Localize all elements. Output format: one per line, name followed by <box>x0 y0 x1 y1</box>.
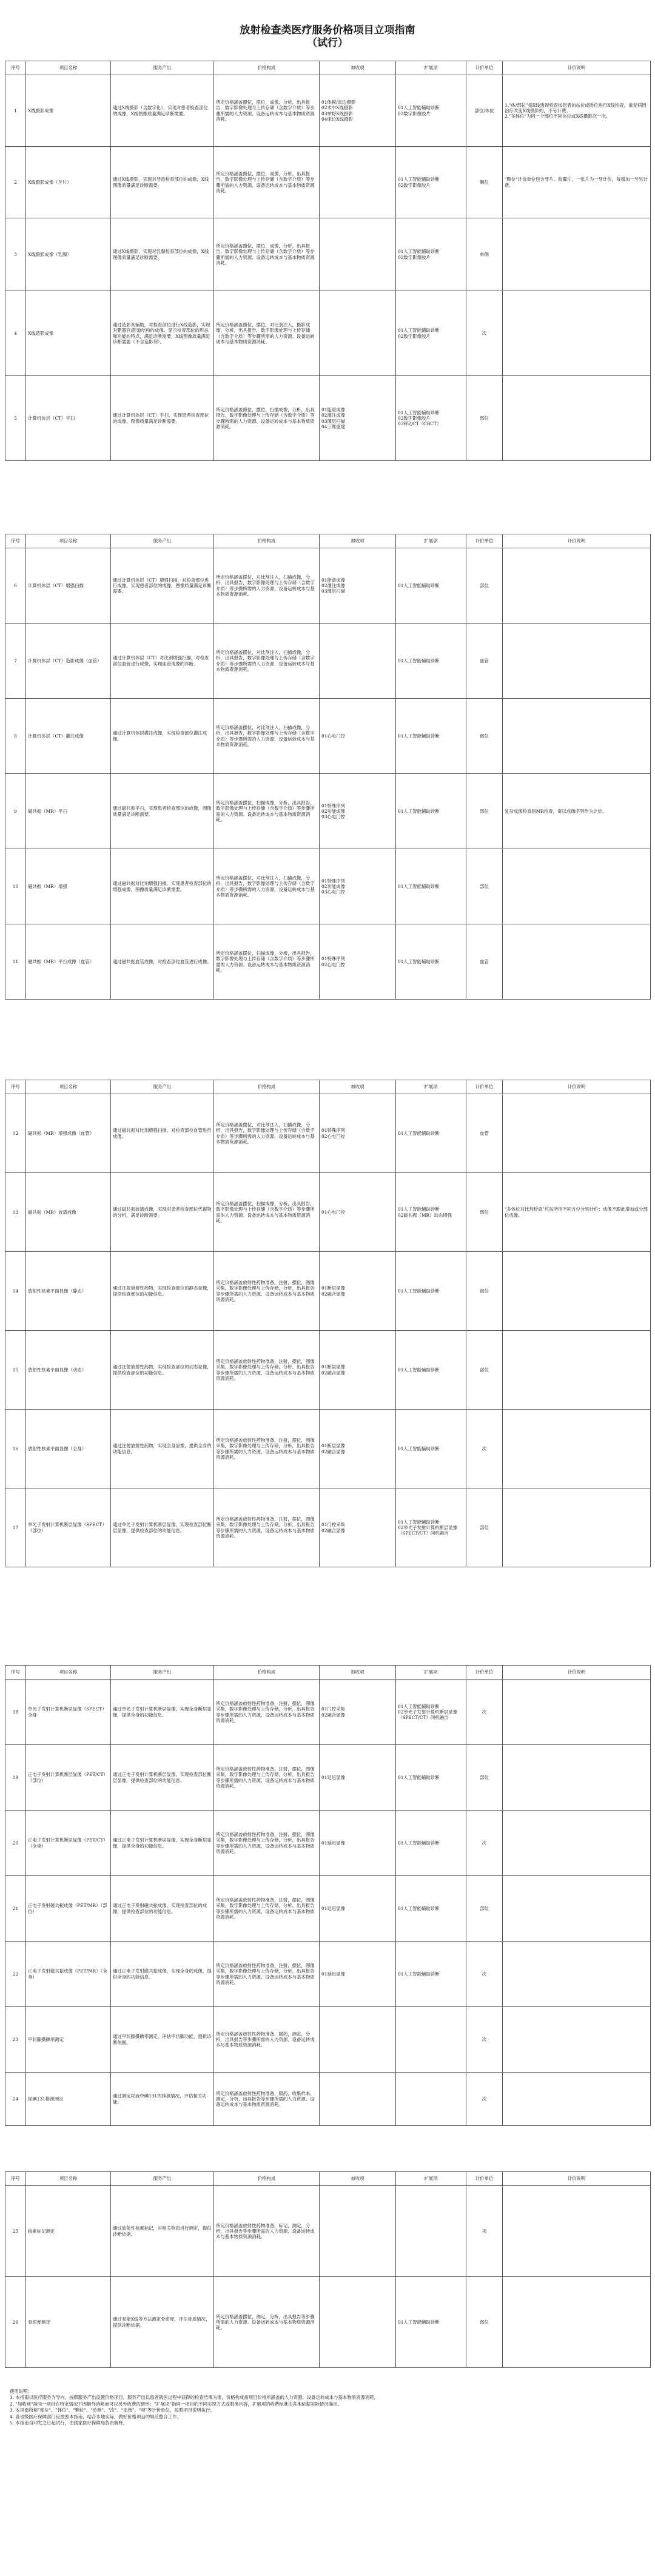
table-row <box>5 548 651 624</box>
note-line: 3. 本指南所称"部位"、"体位"、"颗位"、"单侧"、"次"、"血管"、"项"等计价单位，按照项目说明执行。 <box>10 2407 215 2413</box>
header-unit: 计价单位 <box>466 1666 503 1680</box>
price-cell: 所定价格涵盖放射性药物准备，注射，摆位，图像采集，数字影像处理与上传存储，分析，出具报告等步骤所需的人力资源、设备运转成本与基本物质资源消耗。 <box>214 1488 320 1567</box>
table-row <box>5 774 651 849</box>
header-ext: 扩展项 <box>396 1666 466 1680</box>
ext-cell: 01人工智能辅助诊断 <box>396 624 466 699</box>
unit-cell: 部位 <box>466 2277 503 2368</box>
unit-cell: 次 <box>466 291 503 376</box>
seq-cell: 12 <box>5 1094 26 1173</box>
seq-cell: 13 <box>5 1173 26 1252</box>
table-page-2 <box>5 534 650 1000</box>
header-unit: 计价单位 <box>466 534 503 548</box>
price-cell: 所定价格涵盖放射性药物准备，注射，摆位，图像采集，数字影像处理与上传存储，分析，出具报告等步骤所需的人力资源、设备运转成本与基本物质资源消耗。 <box>214 1942 320 2007</box>
unit-cell: 次 <box>466 2007 503 2073</box>
seq-cell: 26 <box>5 2277 26 2368</box>
ext-cell: 01人工智能辅助诊断 <box>396 1876 466 1942</box>
seq-cell: 17 <box>5 1488 26 1567</box>
addon-cell: 01特殊序列 02心电门控 <box>320 924 396 1000</box>
output-cell: 通过正电子发射计算机断层显像，实现全身断层显像，提供全身的功能信息。 <box>111 1811 214 1876</box>
name-cell: X线摄影成像（牙片） <box>26 147 111 218</box>
output-cell: 通过计算机体层灌注成像，实现检查部位灌注成像。 <box>111 699 214 774</box>
addon-cell: 01心电门控 <box>320 699 396 774</box>
output-cell: 通过正电子发射磁共振成像，实现检查部位的成像，提供检查部位的功能信息。 <box>111 1876 214 1942</box>
note-cell <box>503 1876 651 1942</box>
output-cell: 通过X线摄影，实现对乳腺检查部位的成像，X线图像质量满足诊断需要。 <box>111 218 214 291</box>
header-addon: 加收项 <box>320 1666 396 1680</box>
unit-cell: 血管 <box>466 1094 503 1173</box>
output-cell: 通过X线摄影（含数字化），实现对患者检查部位的成像，X线图像质量满足诊断需要。 <box>111 75 214 147</box>
name-cell: 磁共振（MR）增强成像（血管） <box>26 1094 111 1173</box>
ext-cell: 01人工智能辅助诊断 02单光子发射计算机断层显像（SPECT/CT）同机融合 <box>396 1488 466 1567</box>
ext-cell: 01人工智能辅助诊断 <box>396 774 466 849</box>
output-cell: 通过计算机体层（CT）平扫，实现患者检查部位的成像，图像质量满足诊断需要。 <box>111 376 214 461</box>
table-page-5 <box>5 2171 650 2368</box>
document-title: 放射检查类医疗服务价格项目立项指南 <box>240 24 415 36</box>
table-header-row <box>5 2172 651 2186</box>
output-cell: 通过单光子发射计算机断层显像，实现全身断层显像，提供全身的功能信息。 <box>111 1680 214 1745</box>
unit-cell: 血管 <box>466 924 503 1000</box>
note-cell <box>503 1942 651 2007</box>
output-cell: 通过单光子发射计算机断层显像，实现检查部位断层显像，提供检查部位的功能信息。 <box>111 1488 214 1567</box>
ext-cell: 01人工智能辅助诊断 <box>396 849 466 924</box>
header-addon: 加收项 <box>320 534 396 548</box>
header-price: 价格构成 <box>214 2172 320 2186</box>
header-price: 价格构成 <box>214 1666 320 1680</box>
header-unit: 计价单位 <box>466 2172 503 2186</box>
ext-cell: 01人工智能辅助诊断 <box>396 1942 466 2007</box>
seq-cell: 10 <box>5 849 26 924</box>
note-cell <box>503 624 651 699</box>
name-cell: 正电子发射计算机断层显像（PET/CT）（部位） <box>26 1745 111 1811</box>
name-cell: 骨密度测定 <box>26 2277 111 2368</box>
unit-cell: 次 <box>466 1942 503 2007</box>
table-row <box>5 2073 651 2126</box>
name-cell: 甲状腺摄碘率测定 <box>26 2007 111 2073</box>
price-cell: 所定价格涵盖放射性药物准备，注射，摆位，图像采集，数字影像处理与上传存储，分析，出具报告等步骤所需的人力资源、设备运转成本与基本物质资源消耗。 <box>214 1876 320 1942</box>
price-cell: 所定价格涵盖放射性药物准备，注射，摆位，图像采集，数字影像处理与上传存储，分析，出具报告等步骤所需的人力资源、设备运转成本与基本物质资源消耗。 <box>214 1811 320 1876</box>
ext-cell: 01人工智能辅助诊断 <box>396 699 466 774</box>
document-subtitle: （试行） <box>307 37 348 49</box>
ext-cell: 01人工智能辅助诊断 <box>396 1811 466 1876</box>
header-price: 价格构成 <box>214 1080 320 1094</box>
addon-cell: 01心电门控 <box>320 1173 396 1252</box>
note-cell <box>503 548 651 624</box>
table-row <box>5 2186 651 2277</box>
table-row <box>5 75 651 147</box>
note-cell <box>503 376 651 461</box>
ext-cell: 01人工智能辅助诊断 <box>396 924 466 1000</box>
output-cell: 通过注射放射性药物，实现全身显像，提供全身的功能信息。 <box>111 1410 214 1488</box>
note-cell: 复杂成像检查指MR检查，常以成像序列作为计价。 <box>503 774 651 849</box>
table-header-row <box>5 1080 651 1094</box>
name-cell: 磁共振（MR）平扫成像（血管） <box>26 924 111 1000</box>
output-cell: 通过磁共振血管成像，对检查部位血管进行成像。 <box>111 924 214 1000</box>
page-1-header <box>5 24 650 50</box>
addon-cell: 01延迟显像 <box>320 1942 396 2007</box>
name-cell: 核素标记测定 <box>26 2186 111 2277</box>
addon-cell <box>320 624 396 699</box>
usage-notes <box>10 2389 645 2426</box>
price-cell: 所定价格涵盖放射性药物准备，服药，测定，分析，出具报告等步骤所需的人力资源、设备运转成本与基本物质资源消耗。 <box>214 2007 320 2073</box>
note-line: 4. 各省级医疗保障部门应按照本指南，结合本地实际，做好价格项目的规范整合工作。 <box>10 2413 181 2420</box>
addon-cell: 01门控采集 02融合显像 <box>320 1680 396 1745</box>
price-cell: 所定价格涵盖放射性药物准备，注射，摆位，图像采集，数字影像处理与上传存储，分析，出具报告等步骤所需的人力资源、设备运转成本与基本物质资源消耗。 <box>214 1410 320 1488</box>
seq-cell: 16 <box>5 1410 26 1488</box>
table-row <box>5 1745 651 1811</box>
ext-cell: 01人工智能辅助诊断 02数字影像胶片 <box>396 75 466 147</box>
ext-cell: 01人工智能辅助诊断 <box>396 1745 466 1811</box>
unit-cell: 次 <box>466 2073 503 2126</box>
unit-cell: 次 <box>466 1410 503 1488</box>
unit-cell: 部位 <box>466 1488 503 1567</box>
header-ext: 扩展项 <box>396 534 466 548</box>
price-cell: 所定价格涵盖摆位，对比剂注入，扫描成像，分析，出具报告，数字影像处理与上传存储（含数字介质）等步骤所需的人力资源、设备运转成本与基本物质资源消耗。 <box>214 1094 320 1173</box>
table-row <box>5 699 651 774</box>
table-row <box>5 1094 651 1173</box>
addon-cell: 01延迟显像 <box>320 1811 396 1876</box>
addon-cell: 01门控采集 02融合显像 <box>320 1488 396 1567</box>
name-cell: 正电子发射计算机断层显像（PET/CT）（全身） <box>26 1811 111 1876</box>
price-cell: 所定价格涵盖摆位，对比剂注入，扫描成像，分析，出具报告，数字影像处理与上传存储（含数字介质）等步骤所需的人力资源、设备运转成本与基本物质资源消耗。 <box>214 624 320 699</box>
price-cell: 所定价格涵盖摆位，对比剂注入，扫描成像，分析，出具报告，数字影像处理与上传存储（含数字介质）等步骤所需的人力资源、设备运转成本与基本物质资源消耗。 <box>214 699 320 774</box>
addon-cell: 01断层显像 02融合显像 <box>320 1410 396 1488</box>
price-cell: 所定价格涵盖摆位，扫描成像，分析，出具报告，数字影像处理与上传存储（含数字介质）等步骤所需的人力资源、设备运转成本与基本物质资源消耗。 <box>214 1173 320 1252</box>
name-cell: 单光子发射计算机断层显像（SPECT）（部位） <box>26 1488 111 1567</box>
table-row <box>5 147 651 218</box>
unit-cell: 部位 <box>466 1173 503 1252</box>
note-line: 5. 本指南自印发之日起试行，由国家医疗保障局负责解释。 <box>10 2420 128 2426</box>
header-output: 服务产出 <box>111 1666 214 1680</box>
note-cell <box>503 2186 651 2277</box>
note-cell <box>503 1745 651 1811</box>
table-page-1 <box>5 61 650 461</box>
note-line: 使用说明： <box>10 2389 32 2394</box>
output-cell: 通过注射放射性药物，实现检查部位的静态显像，提供检查部位的功能信息。 <box>111 1252 214 1331</box>
price-cell: 所定价格涵盖放射性药物准备，注射，摆位，图像采集，数字影像处理与上传存储，分析，出具报告等步骤所需的人力资源、设备运转成本与基本物质资源消耗。 <box>214 1252 320 1331</box>
note-cell <box>503 849 651 924</box>
output-cell: 通过放射性核素标记，对相关物质进行测定，提供诊断依据。 <box>111 2186 214 2277</box>
header-output: 服务产出 <box>111 61 214 75</box>
table-row <box>5 1811 651 1876</box>
note-line: 1. 本指南以医疗服务为导向，按照服务产出设置价格项目，服务产出以患者就医过程中获得的检查结果为准，价格构成指项目价格所涵盖的人力资源、设备运转成本与基本物质资源消耗。 <box>10 2395 379 2401</box>
name-cell: 单光子发射计算机断层显像（SPECT）全身 <box>26 1680 111 1745</box>
table-row <box>5 218 651 291</box>
price-cell: 所定价格涵盖摄位，摆位，对比剂注入，摄影成像，分析，出具报告，数字影像处理与上传存储（含数字介质）等步骤所需的人力资源、设备运转成本与基本物质资源消耗。 <box>214 291 320 376</box>
table-row <box>5 291 651 376</box>
name-cell: 放射性核素平面显像（全身） <box>26 1410 111 1488</box>
header-ext: 扩展项 <box>396 2172 466 2186</box>
header-name: 项目名称 <box>26 1080 111 1094</box>
header-price: 价格构成 <box>214 534 320 548</box>
header-ext: 扩展项 <box>396 61 466 75</box>
unit-cell: 次 <box>466 1680 503 1745</box>
unit-cell: 部位 <box>466 1745 503 1811</box>
unit-cell: 部位 <box>466 699 503 774</box>
seq-cell: 3 <box>5 218 26 291</box>
name-cell: 放射性核素平面显像（静态） <box>26 1252 111 1331</box>
price-cell: 所定价格涵盖放射性药物准备，注射，摆位，图像采集，数字影像处理与上传存储，分析，出具报告等步骤所需的人力资源、设备运转成本与基本物质资源消耗。 <box>214 1331 320 1410</box>
output-cell: 通过造影剂辅助，对检查部位进行X线造影，实现对靶器官/腔道结构的成像，显示检查部位的形态和功能的特点，满足诊断需要，X线图像质量满足诊断需要（不含造影剂）。 <box>111 291 214 376</box>
header-price: 价格构成 <box>214 61 320 75</box>
header-addon: 加收项 <box>320 61 396 75</box>
note-cell <box>503 1331 651 1410</box>
output-cell: 通过注射放射性药物，实现检查部位的动态显像，提供检查部位的功能信息。 <box>111 1331 214 1410</box>
note-cell <box>503 218 651 291</box>
price-cell: 所定价格涵盖摆位，对比剂注入，扫描成像，分析，出具报告，数字影像处理与上传存储（含数字介质）等步骤所需的人力资源、设备运转成本与基本物质资源消耗。 <box>214 849 320 924</box>
seq-cell: 2 <box>5 147 26 218</box>
table-row <box>5 624 651 699</box>
price-cell: 所定价格涵盖摄位，摆位，成像，分析，出具报告，数字影像处理与上传存储（含数字介质）等步骤所需的人力资源、设备运转成本与基本物质资源消耗。 <box>214 218 320 291</box>
output-cell: 通过X线摄影，实现对牙齿检查部位的成像，X线图像质量满足诊断需要。 <box>111 147 214 218</box>
unit-cell: 血管 <box>466 624 503 699</box>
header-note: 计价说明 <box>503 2172 651 2186</box>
addon-cell: 01特殊序列 02功能成像 03心电门控 <box>320 774 396 849</box>
table-row <box>5 1876 651 1942</box>
header-name: 项目名称 <box>26 534 111 548</box>
seq-cell: 22 <box>5 1942 26 2007</box>
table-row <box>5 1331 651 1410</box>
table-row <box>5 1252 651 1331</box>
price-cell: 所定价格涵盖放射性药物准备，服药，收集样本，测定，分析，出具报告等步骤所需的人力资源、设备运转成本与基本物质资源消耗。 <box>214 2073 320 2126</box>
seq-cell: 14 <box>5 1252 26 1331</box>
unit-cell: 单侧 <box>466 218 503 291</box>
price-cell: 所定价格涵盖摆位，扫描成像，分析，出具报告，数字影像处理与上传存储（含数字介质）等步骤所需的人力资源、设备运转成本与基本物质资源消耗。 <box>214 774 320 849</box>
seq-cell: 6 <box>5 548 26 624</box>
header-ext: 扩展项 <box>396 1080 466 1094</box>
addon-cell <box>320 2007 396 2073</box>
table-page-4 <box>5 1665 650 2126</box>
seq-cell: 4 <box>5 291 26 376</box>
seq-cell: 25 <box>5 2186 26 2277</box>
name-cell: 计算机体层（CT）增强扫描 <box>26 548 111 624</box>
ext-cell: 01人工智能辅助诊断 02数字影像胶片 <box>396 291 466 376</box>
ext-cell <box>396 2073 466 2126</box>
header-seq: 序号 <box>5 2172 26 2186</box>
table-row <box>5 1942 651 2007</box>
addon-cell <box>320 147 396 218</box>
note-cell <box>503 1410 651 1488</box>
note-cell <box>503 924 651 1000</box>
unit-cell: 颗位 <box>466 147 503 218</box>
unit-cell: 部位 <box>466 548 503 624</box>
note-cell <box>503 1811 651 1876</box>
addon-cell: 01延迟显像 <box>320 1745 396 1811</box>
header-unit: 计价单位 <box>466 61 503 75</box>
output-cell: 通过磁共振平扫，实现患者检查部位的成像，图像质量满足诊断需要。 <box>111 774 214 849</box>
name-cell: X线摄影成像 <box>26 75 111 147</box>
header-output: 服务产出 <box>111 1080 214 1094</box>
header-seq: 序号 <box>5 1080 26 1094</box>
table-header-row <box>5 61 651 75</box>
note-cell <box>503 1252 651 1331</box>
price-table <box>5 1665 651 2126</box>
note-cell <box>503 1094 651 1173</box>
name-cell: 计算机体层（CT）灌注成像 <box>26 699 111 774</box>
name-cell: X线摄影成像（乳腺） <box>26 218 111 291</box>
seq-cell: 5 <box>5 376 26 461</box>
table-header-row <box>5 534 651 548</box>
addon-cell: 01特殊序列 02功能成像 03心电门控 <box>320 849 396 924</box>
unit-cell: 部位 <box>466 1252 503 1331</box>
output-cell: 通过计算机体层（CT）对比剂增强扫描，对检查部位血管进行成像，实现血管成像的诊断。 <box>111 624 214 699</box>
unit-cell: 项 <box>466 2186 503 2277</box>
addon-cell <box>320 291 396 376</box>
seq-cell: 11 <box>5 924 26 1000</box>
output-cell: 通过正电子发射磁共振成像，实现全身的成像，提供全身的功能信息。 <box>111 1942 214 2007</box>
header-note: 计价说明 <box>503 1080 651 1094</box>
price-cell: 所定价格涵盖摆位，对比剂注入，扫描成像，分析，出具报告，数字影像处理与上传存储（含数字介质）等步骤所需的人力资源、设备运转成本与基本物质资源消耗。 <box>214 548 320 624</box>
ext-cell: 01人工智能辅助诊断 <box>396 2277 466 2368</box>
name-cell: 磁共振（MR）增强 <box>26 849 111 924</box>
name-cell: 磁共振（MR）波谱成像 <box>26 1173 111 1252</box>
ext-cell: 01人工智能辅助诊断 02数字影像胶片 <box>396 147 466 218</box>
seq-cell: 24 <box>5 2073 26 2126</box>
ext-cell: 01人工智能辅助诊断 <box>396 1331 466 1410</box>
price-cell: 所定价格涵盖放射性药物准备，注射，摆位，图像采集，数字影像处理与上传存储，分析，出具报告等步骤所需的人力资源、设备运转成本与基本物质资源消耗。 <box>214 1680 320 1745</box>
unit-cell: 部位 <box>466 376 503 461</box>
ext-cell: 01人工智能辅助诊断 02磁共振（MR）动态增强 <box>396 1173 466 1252</box>
addon-cell: 01能谱成像 02灌注成像 03薄层扫描 <box>320 548 396 624</box>
ext-cell: 01人工智能辅助诊断 02单光子发射计算机断层显像（SPECT/CT）同机融合 <box>396 1680 466 1745</box>
ext-cell: 01人工智能辅助诊断 <box>396 1094 466 1173</box>
unit-cell: 部位 <box>466 774 503 849</box>
unit-cell: 部位 <box>466 849 503 924</box>
output-cell: 通过测定尿液中碘131的排泄情况，评估相关功能。 <box>111 2073 214 2126</box>
note-cell: "颗位"计价单位包含牙片、咬翼片，一张片为一牙计价，每增加一牙另计费。 <box>503 147 651 218</box>
header-name: 项目名称 <box>26 61 111 75</box>
table-row <box>5 924 651 1000</box>
unit-cell: 部位 <box>466 1331 503 1410</box>
name-cell: 计算机体层（CT）平扫 <box>26 376 111 461</box>
output-cell: 通过双能X线等方法测定骨密度，评估骨质情况，提供诊断依据。 <box>111 2277 214 2368</box>
seq-cell: 7 <box>5 624 26 699</box>
header-output: 服务产出 <box>111 2172 214 2186</box>
table-page-3 <box>5 1080 650 1567</box>
note-cell <box>503 2073 651 2126</box>
name-cell: 正电子发射磁共振成像（PET/MR）（部位） <box>26 1876 111 1942</box>
header-addon: 加收项 <box>320 2172 396 2186</box>
seq-cell: 8 <box>5 699 26 774</box>
table-row <box>5 2277 651 2368</box>
output-cell: 通过磁共振对比剂增强扫描，对检查部位血管进行成像。 <box>111 1094 214 1173</box>
seq-cell: 23 <box>5 2007 26 2073</box>
note-cell: 1."体/部位"指X线透视检查按患者的站位或卧位进行X线检查，重复病因治疗改变X线摄影的，不另计费。 2."多体位"为同一个部位不同体位或X线摄影次一次。 <box>503 75 651 147</box>
note-cell: "多体位对比剂检查"应按所用不同方位分别计价；成像不跟此增加或分部位成像。 <box>503 1173 651 1252</box>
header-name: 项目名称 <box>26 1666 111 1680</box>
price-table <box>5 2171 651 2368</box>
header-note: 计价说明 <box>503 1666 651 1680</box>
table-header-row <box>5 1666 651 1680</box>
seq-cell: 20 <box>5 1811 26 1876</box>
table-row <box>5 849 651 924</box>
seq-cell: 15 <box>5 1331 26 1410</box>
unit-cell: 部位/体位 <box>466 75 503 147</box>
note-cell <box>503 1488 651 1567</box>
seq-cell: 1 <box>5 75 26 147</box>
header-note: 计价说明 <box>503 61 651 75</box>
header-seq: 序号 <box>5 534 26 548</box>
header-addon: 加收项 <box>320 1080 396 1094</box>
note-cell <box>503 2007 651 2073</box>
output-cell: 通过计算机体层（CT）增强扫描，对检查部位进行成像，实现患者部位的成像，图像质量满足诊断需要。 <box>111 548 214 624</box>
output-cell: 通过甲状腺摄碘率测定，评估甲状腺功能，提供诊断依据。 <box>111 2007 214 2073</box>
ext-cell: 01人工智能辅助诊断 <box>396 1252 466 1331</box>
ext-cell: 01人工智能辅助诊断 02数字影像胶片 03移动CT（CBCT） <box>396 376 466 461</box>
name-cell: 尿碘131排泄测定 <box>26 2073 111 2126</box>
name-cell: 计算机体层（CT）造影成像（血管） <box>26 624 111 699</box>
addon-cell: 01断层显像 02融合显像 <box>320 1331 396 1410</box>
price-cell: 所定价格涵盖摄位，摆位，成像，分析，出具报告，数字影像处理与上传存储（含数字介质）等步骤所需的人力资源、设备运转成本与基本物质资源消耗。 <box>214 147 320 218</box>
seq-cell: 21 <box>5 1876 26 1942</box>
name-cell: 正电子发射磁共振成像（PET/MR）（全身） <box>26 1942 111 2007</box>
header-output: 服务产出 <box>111 534 214 548</box>
seq-cell: 18 <box>5 1680 26 1745</box>
name-cell: 磁共振（MR）平扫 <box>26 774 111 849</box>
addon-cell: 01断层显像 02融合显像 <box>320 1252 396 1331</box>
price-cell: 所定价格涵盖摆位，扫描成像，分析，出具报告，数字影像处理与上传存储（含数字介质）等步骤所需的人力资源、设备运转成本与基本物质资源消耗。 <box>214 924 320 1000</box>
table-row <box>5 2007 651 2073</box>
addon-cell <box>320 2073 396 2126</box>
table-row <box>5 1488 651 1567</box>
note-cell <box>503 2277 651 2368</box>
unit-cell: 部位 <box>466 1876 503 1942</box>
seq-cell: 9 <box>5 774 26 849</box>
price-table <box>5 61 651 461</box>
price-cell: 所定价格涵盖放射性药物准备，标记，测定，分析，出具报告等步骤所需的人力资源、设备运转成本与基本物质资源消耗。 <box>214 2186 320 2277</box>
ext-cell <box>396 2186 466 2277</box>
note-line: 2. "加收项"指同一项目在特定情况下因额外消耗而可以另外收费的情形；"扩展项"指同一项目的不同实现方式或服务内容，扩展项的收费标准由各地依据实际情况确定。 <box>10 2401 342 2407</box>
unit-cell: 次 <box>466 1811 503 1876</box>
output-cell: 通过磁共振波谱成像，实现对患者检查部位代谢物的分析，满足诊断需要。 <box>111 1173 214 1252</box>
header-seq: 序号 <box>5 1666 26 1680</box>
header-note: 计价说明 <box>503 534 651 548</box>
header-name: 项目名称 <box>26 2172 111 2186</box>
header-unit: 计价单位 <box>466 1080 503 1094</box>
ext-cell: 01人工智能辅助诊断 <box>396 1410 466 1488</box>
table-row <box>5 376 651 461</box>
price-table <box>5 534 651 1000</box>
ext-cell: 01人工智能辅助诊断 02数字影像胶片 <box>396 218 466 291</box>
price-cell: 所定价格涵盖摆位，测定，分析，出具报告等步骤所需的人力资源、设备运转成本与基本物质资源消耗。 <box>214 2277 320 2368</box>
name-cell: X线造影成像 <box>26 291 111 376</box>
table-row <box>5 1410 651 1488</box>
addon-cell <box>320 218 396 291</box>
note-cell <box>503 1680 651 1745</box>
addon-cell <box>320 2277 396 2368</box>
output-cell: 通过正电子发射计算机断层显像，实现检查部位断层显像，提供检查部位的功能信息。 <box>111 1745 214 1811</box>
header-seq: 序号 <box>5 61 26 75</box>
name-cell: 放射性核素平面显像（动态） <box>26 1331 111 1410</box>
addon-cell: 01体模/床边摄影 02术中X线摄影 03单野X线摄影 04床边X线摄影 <box>320 75 396 147</box>
output-cell: 通过磁共振对比剂增强扫描，实现患者检查部位的增强成像，图像质量满足诊断需要。 <box>111 849 214 924</box>
table-row <box>5 1680 651 1745</box>
table-row <box>5 1173 651 1252</box>
note-cell <box>503 291 651 376</box>
addon-cell: 01延迟显像 <box>320 1876 396 1942</box>
addon-cell: 01特殊序列 02心电门控 <box>320 1094 396 1173</box>
price-table <box>5 1080 651 1567</box>
price-cell: 所定价格涵盖摄位，摆位，成像，分析，出具报告，数字影像处理与上传存储（含数字介质）等步骤所需的人力资源、设备运转成本与基本物质资源消耗。 <box>214 75 320 147</box>
addon-cell <box>320 2186 396 2277</box>
ext-cell: 01人工智能辅助诊断 <box>396 548 466 624</box>
note-cell <box>503 699 651 774</box>
seq-cell: 19 <box>5 1745 26 1811</box>
price-cell: 所定价格涵盖放射性药物准备，注射，摆位，图像采集，数字影像处理与上传存储，分析，出具报告等步骤所需的人力资源、设备运转成本与基本物质资源消耗。 <box>214 1745 320 1811</box>
ext-cell <box>396 2007 466 2073</box>
price-cell: 所定价格涵盖摄位，摆位，扫描成像，分析，出具报告，数字影像处理与上传存储（含数字介质）等步骤所需的人力资源、设备运转成本与基本物质资源消耗。 <box>214 376 320 461</box>
addon-cell: 01能谱成像 02灌注成像 03薄层扫描 04三维重建 <box>320 376 396 461</box>
